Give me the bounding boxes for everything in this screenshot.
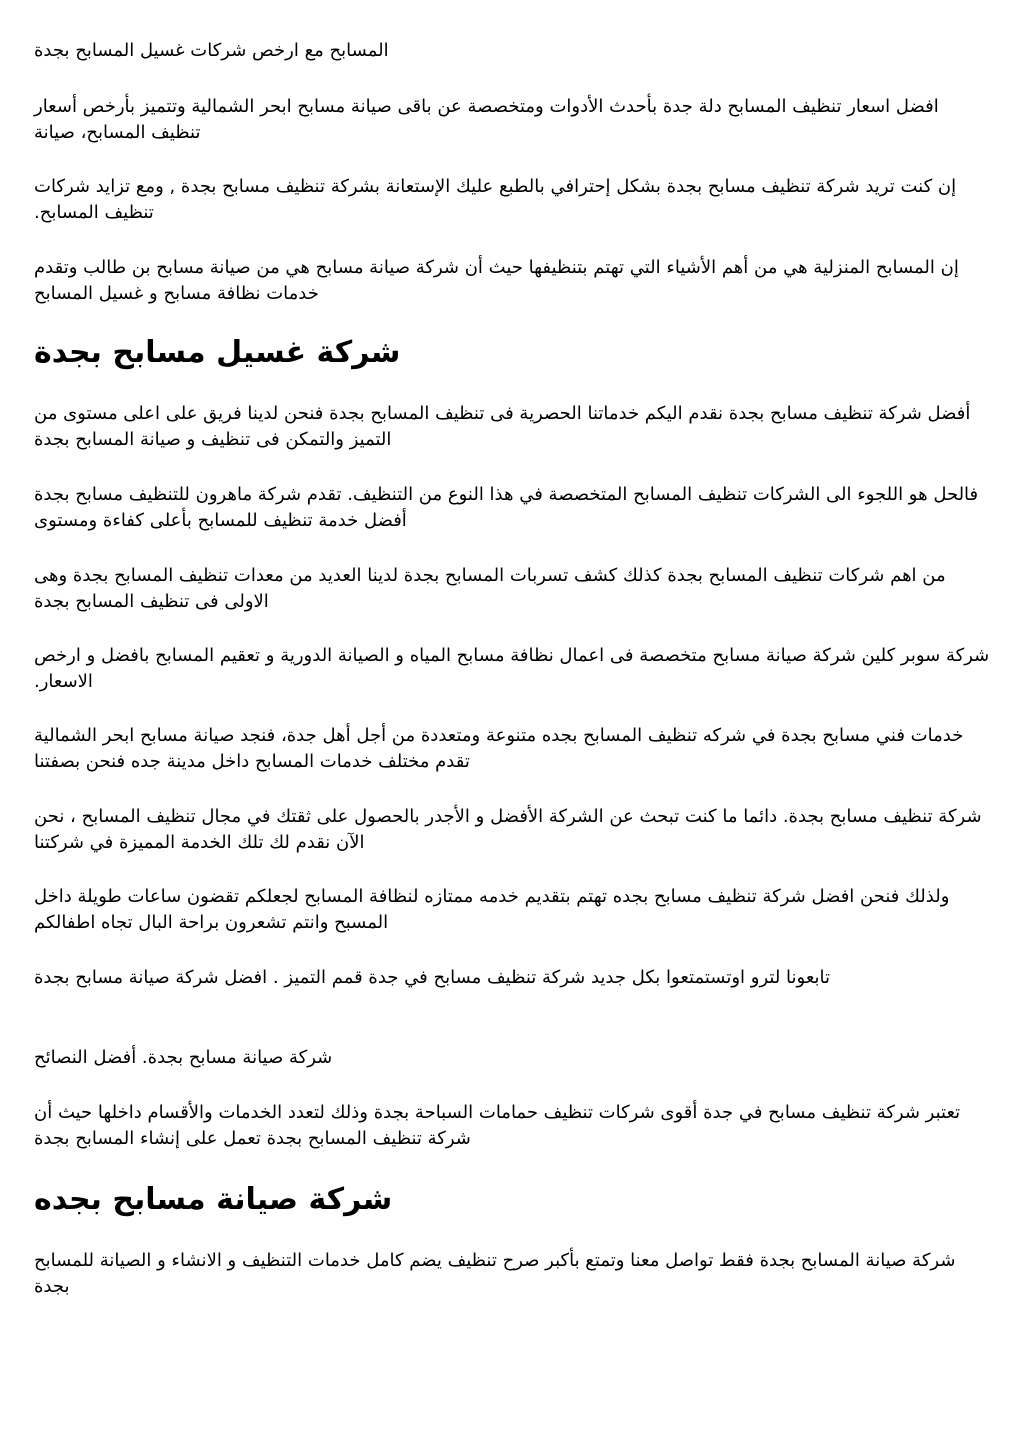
section-heading-pool-washing: شركة غسيل مسابح بجدة: [34, 335, 401, 370]
paragraph-professional-company: إن كنت تريد شركة تنظيف مسابح بجدة بشكل إحترافي بالطبع عليك الإستعانة بشركة تنظيف مسابح بجدة , ومع تزايد شركات تنظيف المسابح.: [34, 176, 957, 223]
paragraph-technician-services: خدمات فني مسابح بجدة في شركه تنظيف المسابح بجده متنوعة ومتعددة من أجل أهل جدة، فنجد صيانة مسابح ابحر الشمالية تقدم مختلف خدمات المسابح داخل مدينة جده فنحن بصفتنا: [34, 725, 964, 772]
paragraph-contact-us: شركة صيانة المسابح بجدة فقط تواصل معنا وتمتع بأكبر صرح تنظيف يضم كامل خدمات التنظيف و الانشاء و الصيانة للمسابح بجدة: [34, 1250, 956, 1297]
paragraph-follow-us: تابعونا لترو اوتستمتعوا بكل جديد شركة تنظيف مسابح في جدة قمم التميز . افضل شركة صيانة مسابح بجدة: [34, 967, 831, 988]
paragraph-intro-title: المسابح مع ارخص شركات غسيل المسابح بجدة: [34, 40, 389, 61]
section-heading-pool-maintenance: شركة صيانة مسابح بجده: [34, 1182, 393, 1217]
paragraph-home-pools: إن المسابح المنزلية هي من أهم الأشياء التي تهتم بتنظيفها حيث أن شركة صيانة مسابح هي من صيانة مسابح بن طالب وتقدم خدمات نظافة مسابح و غسيل المسابح: [34, 257, 959, 304]
paragraph-super-clean: شركة سوبر كلين شركة صيانة مسابح متخصصة فى اعمال نظافة مسابح المياه و الصيانة الدورية و تعقيم المسابح بافضل و ارخص الاسعار.: [34, 645, 990, 692]
paragraph-excellent-service: ولذلك فنحن افضل شركة تنظيف مسابح بجده تهتم بتقديم خدمه ممتازه لنظافة المسابح لجعلكم تقضون ساعات طويلة داخل المسبح وانتم تشعرون براحة البال تجاه اطفالكم: [34, 886, 950, 933]
paragraph-best-tips: شركة صيانة مسابح بجدة. أفضل النصائح: [34, 1047, 333, 1068]
paragraph-leak-detection: من اهم شركات تنظيف المسابح بجدة كذلك كشف تسربات المسابح بجدة لدينا العديد من معدات تنظيف المسابح بجدة وهى الاولى فى تنظيف المسابح بجدة: [34, 565, 946, 612]
paragraph-best-company: أفضل شركة تنظيف مسابح بجدة نقدم اليكم خدماتنا الحصرية فى تنظيف المسابح بجدة فنحن لدينا فريق على اعلى مستوى من التميز والتمكن فى تنظيف و صيانة المسابح بجدة: [34, 403, 971, 450]
paragraph-best-prices: افضل اسعار تنظيف المسابح دلة جدة بأحدث الأدوات ومتخصصة عن باقى صيانة مسابح ابحر الشمالية وتتميز بأرخص أسعار تنظيف المسابح، صيانة: [34, 96, 939, 143]
paragraph-solution: فالحل هو اللجوء الى الشركات تنظيف المسابح المتخصصة في هذا النوع من التنظيف. تقدم شركة ماهرون للتنظيف مسابح بجدة أفضل خدمة تنظيف للمسابح بأعلى كفاءة ومستوى: [34, 484, 979, 531]
paragraph-strongest-company: تعتبر شركة تنظيف مسابح في جدة أقوى شركات تنظيف حمامات السباحة بجدة وذلك لتعدد الخدمات والأقسام داخلها حيث أن شركة تنظيف المسابح بجدة تعمل على إنشاء المسابح بجدة: [34, 1102, 961, 1149]
paragraph-trust: شركة تنظيف مسابح بجدة. دائما ما كنت تبحث عن الشركة الأفضل و الأجدر بالحصول على ثقتك في مجال تنظيف المسابح ، نحن الآن نقدم لك تلك الخدمة المميزة في شركتنا: [34, 806, 982, 853]
